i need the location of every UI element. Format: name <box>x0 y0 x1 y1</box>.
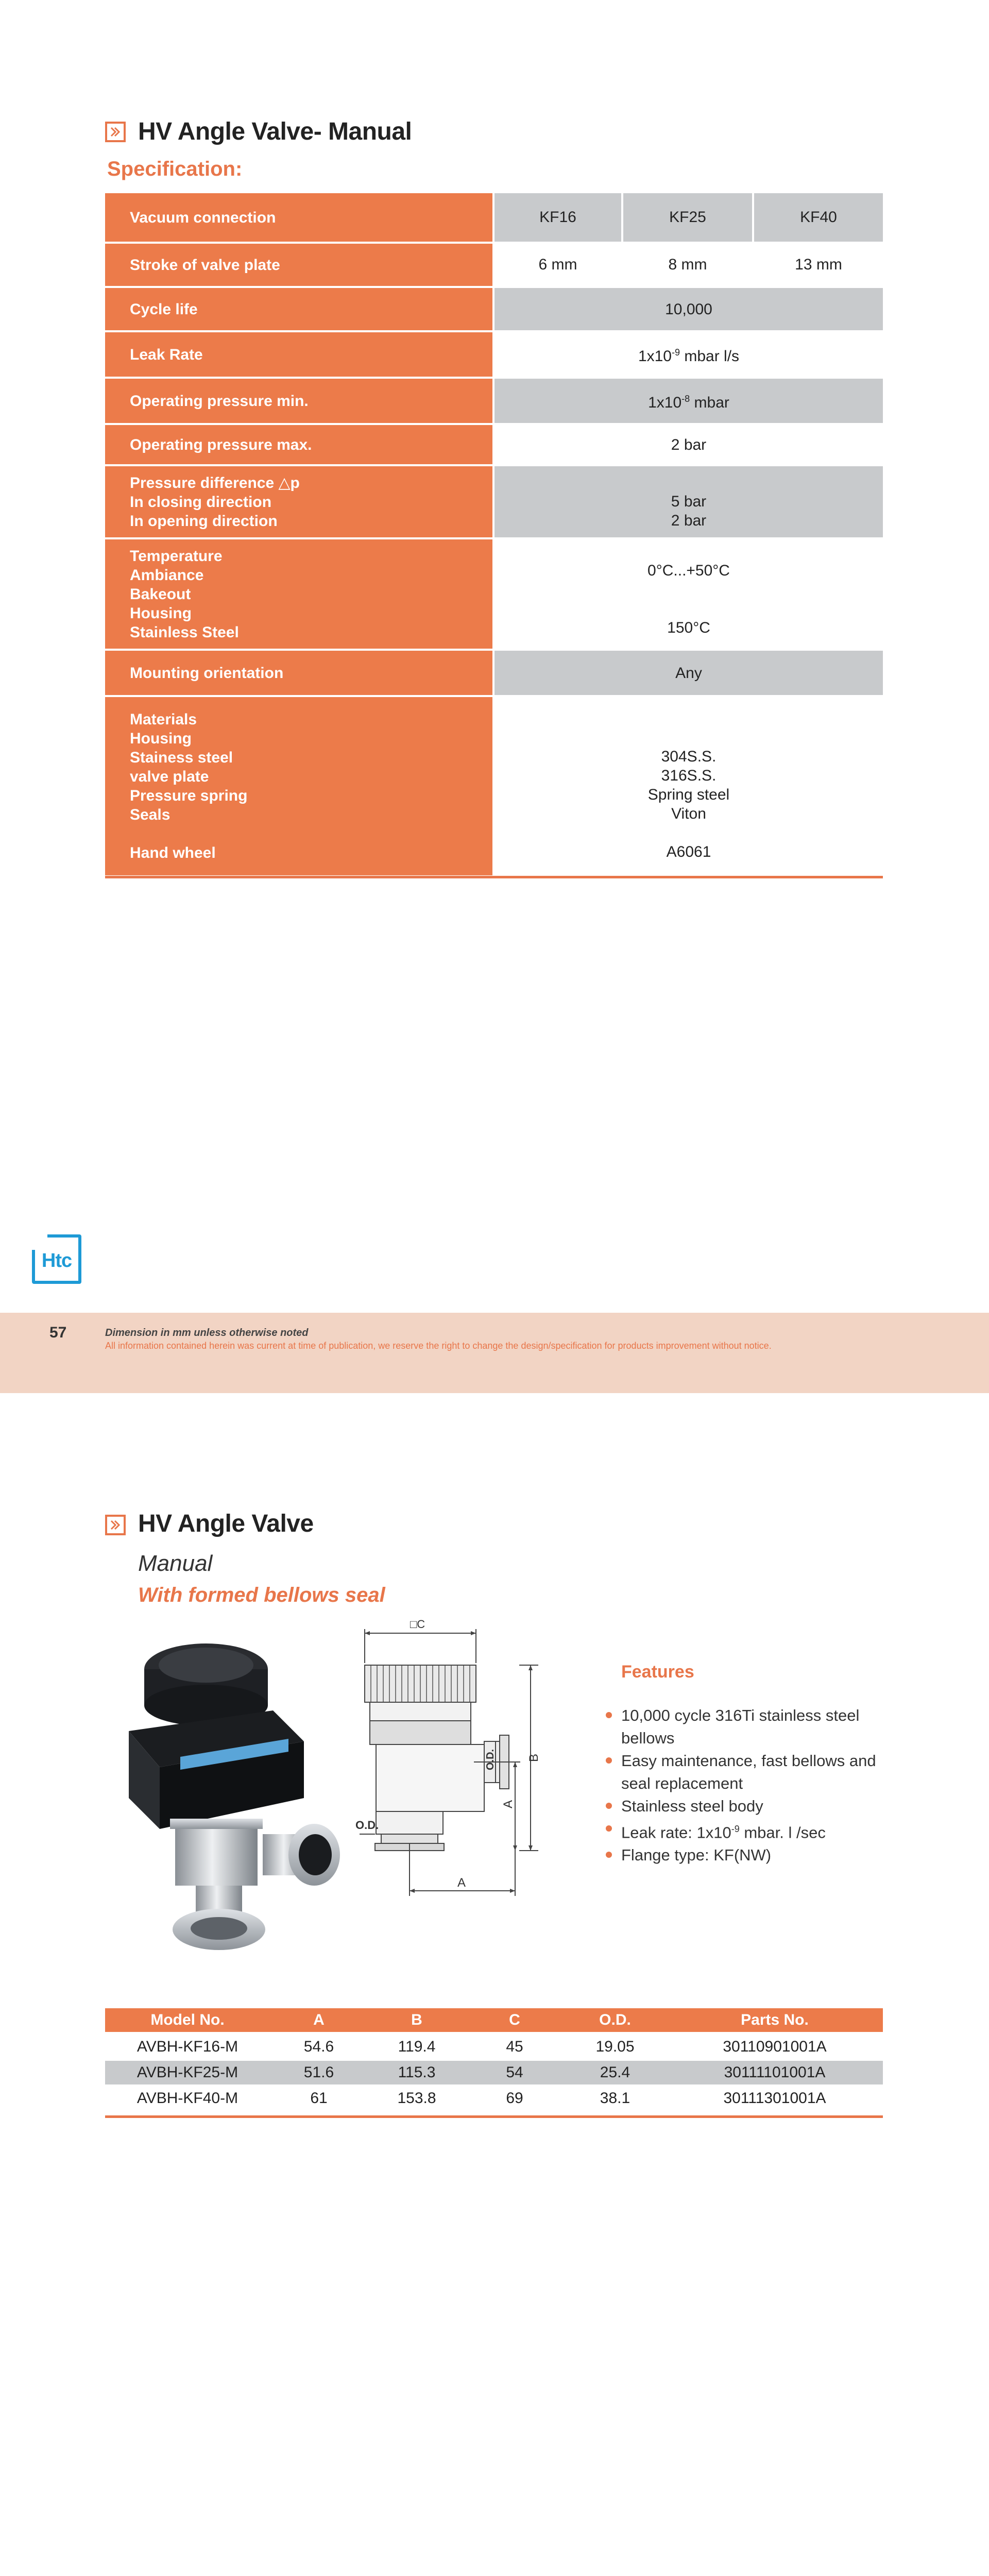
valve-product-photo <box>118 1628 361 1958</box>
spec-value: $1x10^{-9}$ mbar l/s <box>638 347 740 365</box>
table-cell: 51.6 <box>303 2064 334 2081</box>
spec-row-operating-pressure-max <box>105 425 883 464</box>
table-cell: 119.4 <box>398 2038 436 2055</box>
dim-label-b: B <box>527 1753 541 1762</box>
spec-row-operating-pressure-min <box>105 379 883 423</box>
spec-row-leak-rate <box>105 332 883 377</box>
table-header-cell: O.D. <box>599 2011 631 2028</box>
table-header-cell: B <box>411 2011 422 2028</box>
spec-row-cycle-life <box>105 288 883 330</box>
spec-label: Mounting orientation <box>105 651 492 695</box>
table-cell: 45 <box>506 2038 523 2055</box>
features-list <box>603 1704 891 1867</box>
spec-row-pressure-difference <box>105 466 883 537</box>
table-cell: 38.1 <box>600 2090 630 2107</box>
spec-row-stroke <box>105 244 883 286</box>
spec-value: 2 bar <box>671 436 707 453</box>
table-cell: AVBH-KF25-M <box>137 2064 238 2081</box>
table-cell: 69 <box>506 2090 523 2107</box>
spec-label: Operating pressure max. <box>105 425 492 464</box>
section-arrow-icon <box>105 122 126 142</box>
page-title: HV Angle Valve <box>138 1510 314 1537</box>
page-title: HV Angle Valve- Manual <box>138 118 412 145</box>
spec-row-temperature <box>105 539 883 649</box>
table-header-cell: Model No. <box>150 2011 225 2028</box>
spec-row-mounting-orientation <box>105 651 883 695</box>
table-header-row <box>105 2008 883 2032</box>
spec-cell-kf25: KF25 <box>623 193 752 242</box>
table-cell: 30110901001A <box>723 2038 827 2055</box>
features-heading: Features <box>621 1662 694 1682</box>
spec-cell-kf16: KF16 <box>494 193 621 242</box>
spec-value: Any <box>494 651 883 695</box>
table-header-cell: C <box>509 2011 520 2028</box>
bullet-icon <box>606 1852 612 1858</box>
bullet-icon <box>606 1825 612 1832</box>
table-cell: 115.3 <box>398 2064 436 2081</box>
table-bottom-rule <box>105 2115 883 2118</box>
spec-cell-kf40: KF40 <box>754 193 883 242</box>
spec-value: 5 bar 2 bar <box>494 466 883 537</box>
subtitle-bellows-seal: With formed bellows seal <box>138 1584 385 1606</box>
dim-label-a-vertical: A <box>501 1800 515 1808</box>
spec-label: Leak Rate <box>105 332 492 377</box>
dim-label-c: □C <box>410 1618 425 1631</box>
spec-label: Temperature Ambiance Bakeout Housing Stainless Steel <box>105 539 492 649</box>
spec-label: Vacuum connection <box>105 193 492 242</box>
bullet-icon <box>606 1757 612 1764</box>
spec-row-vacuum-connection <box>105 193 883 242</box>
specification-heading: Specification: <box>107 158 243 180</box>
footer-page-57 <box>0 1313 989 1393</box>
table-header-cell: A <box>313 2011 325 2028</box>
bullet-icon <box>606 1712 612 1718</box>
spec-value: 0°C...+50°C 150°C <box>647 562 730 636</box>
table-cell: 19.05 <box>595 2038 635 2055</box>
spec-cell-stroke-kf40: 13 mm <box>795 256 842 273</box>
spec-label: Cycle life <box>105 288 492 330</box>
table-header-cell: Parts No. <box>741 2011 809 2028</box>
list-item: Easy maintenance, fast bellows and seal replacement <box>603 1750 891 1795</box>
spec-value: 304S.S. 316S.S. Spring steel Viton A6061 <box>647 748 730 860</box>
list-item: Stainless steel body <box>603 1795 891 1818</box>
table-cell: 30111301001A <box>723 2090 826 2107</box>
bullet-icon <box>606 1803 612 1809</box>
page-number: 57 <box>49 1324 67 1341</box>
table-cell: 25.4 <box>600 2064 630 2081</box>
dim-label-od-left: O.D. <box>355 1819 379 1832</box>
spec-row-materials <box>105 697 883 875</box>
table-cell: AVBH-KF40-M <box>137 2090 238 2107</box>
spec-label: Stroke of valve plate <box>105 244 492 286</box>
delta-p-symbol: △p <box>278 474 300 492</box>
table-cell: 61 <box>310 2090 328 2107</box>
table-cell: 30111101001A <box>724 2064 826 2081</box>
spec-label: Materials Housing Stainess steel valve plate Pressure spring Seals Hand wheel <box>105 697 492 875</box>
table-cell: AVBH-KF16-M <box>137 2038 238 2055</box>
list-item: Leak rate: $1x10^{-9}$ mbar. l /sec <box>603 1818 891 1844</box>
spec-cell-stroke-kf16: 6 mm <box>538 256 577 273</box>
table-row <box>105 2035 883 2059</box>
dim-label-od-vertical: O.D. <box>485 1749 496 1770</box>
spec-value: $1x10^{-8}$ mbar <box>494 379 883 423</box>
table-cell: 153.8 <box>397 2090 436 2107</box>
section-arrow-icon <box>105 1515 126 1535</box>
table-bottom-rule <box>105 876 883 878</box>
table-cell: 54.6 <box>303 2038 334 2055</box>
footer-disclaimer: All information contained herein was current at time of publication, we reserve the right to change the design/specification for products improvement without notice. <box>105 1341 772 1351</box>
list-item: Flange type: KF(NW) <box>603 1844 891 1867</box>
table-row <box>105 2087 883 2110</box>
spec-label: Operating pressure min. <box>105 379 492 423</box>
footer-note: Dimension in mm unless otherwise noted <box>105 1327 309 1338</box>
table-row <box>105 2061 883 2084</box>
htc-logo: Htc <box>32 1234 81 1284</box>
subtitle-manual: Manual <box>138 1551 213 1576</box>
spec-label: Pressure difference △p In closing direction In opening direction <box>105 466 492 537</box>
table-cell: 54 <box>506 2064 523 2081</box>
spec-value: 10,000 <box>494 288 883 330</box>
spec-cell-stroke-kf25: 8 mm <box>668 256 707 273</box>
list-item: 10,000 cycle 316Ti stainless steel bellows <box>603 1704 891 1750</box>
dim-label-a-horizontal: A <box>457 1876 466 1890</box>
valve-dimension-drawing <box>355 1618 603 1963</box>
